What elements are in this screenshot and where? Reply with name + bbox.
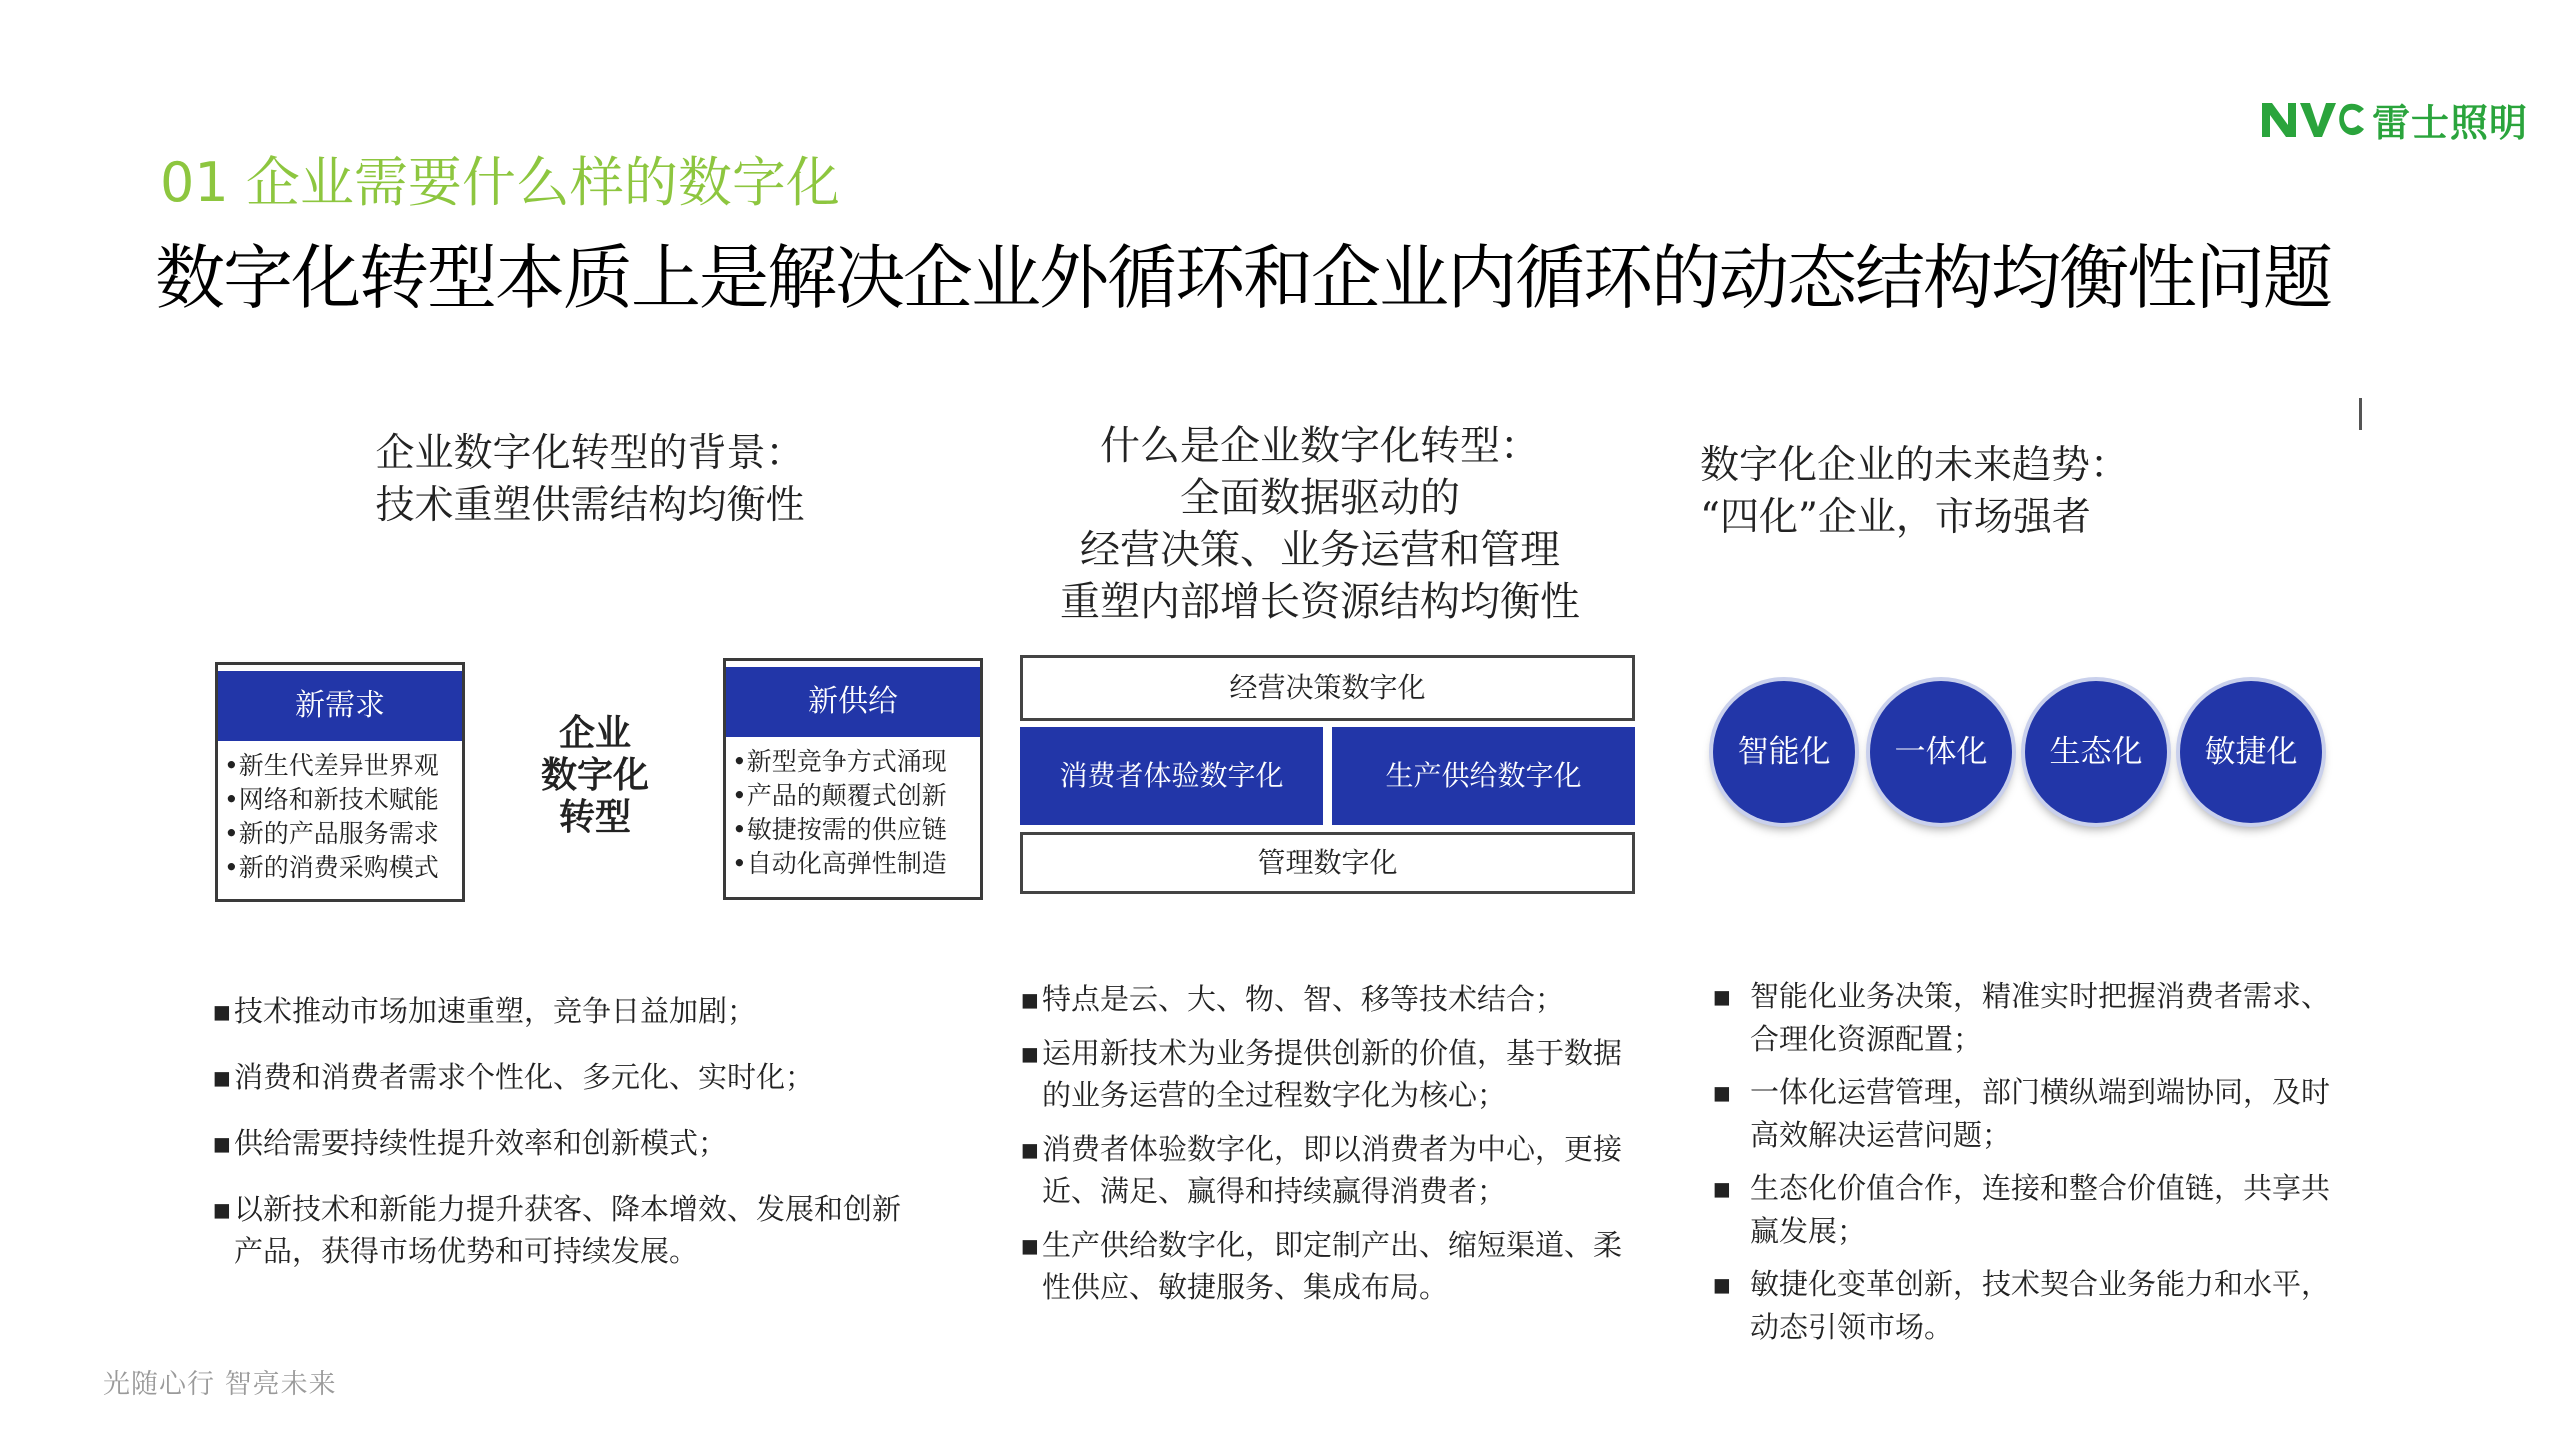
new-demand-title: 新需求 [218, 671, 462, 741]
bullet-item: ▪ 消费和消费者需求个性化、多元化、实时化； [212, 1056, 912, 1098]
nvc-logo-icon [2260, 99, 2366, 139]
list-item: •新的产品服务需求 [224, 819, 439, 848]
transformation-label [520, 712, 670, 838]
bullet-item: ▪ 特点是云、大、物、智、移等技术结合； [1020, 978, 1650, 1020]
bullet-item: ▪ 敏捷化变革创新，技术契合业务能力和水平，动态引领市场。 [1712, 1263, 2352, 1349]
column-2-heading-line: 经营决策、业务运营和管理 [1080, 527, 1560, 573]
bullet-item: ▪ 生产供给数字化，即定制产出、缩短渠道、柔性供应、敏捷服务、集成布局。 [1020, 1224, 1650, 1308]
list-item: •自动化高弹性制造 [732, 849, 947, 878]
column-1-bullets [212, 990, 912, 1296]
agile-circle: 敏捷化 [2180, 681, 2322, 823]
column-2-heading-line: 全面数据驱动的 [1180, 475, 1460, 521]
bullet-item: ▪ 生态化价值合作，连接和整合价值链，共享共赢发展； [1712, 1167, 2352, 1253]
consumer-experience-box: 消费者体验数字化 [1020, 727, 1323, 825]
column-3-heading-line: 数字化企业的未来趋势： [1700, 443, 2130, 488]
page-title: 数字化转型本质上是解决企业外循环和企业内循环的动态结构均衡性问题 [155, 237, 2331, 319]
logo-text: 雷士照明 [2372, 100, 2529, 145]
bullet-item: ▪ 消费者体验数字化，即以消费者为中心，更接近、满足、赢得和持续赢得消费者； [1020, 1128, 1650, 1212]
column-2-heading [1000, 420, 1640, 628]
decision-digitization-box: 经营决策数字化 [1020, 655, 1635, 721]
intelligent-circle: 智能化 [1713, 681, 1855, 823]
list-item: •新的消费采购模式 [224, 853, 439, 882]
column-3-bullets [1712, 975, 2352, 1359]
column-2-heading-line: 重塑内部增长资源结构均衡性 [1060, 579, 1580, 625]
list-item: •敏捷按需的供应链 [732, 815, 947, 844]
list-item: •新生代差异世界观 [224, 751, 439, 780]
column-1-heading-line: 企业数字化转型的背景： [375, 431, 805, 476]
ecosystem-circle: 生态化 [2025, 681, 2167, 823]
edge-mark [2359, 398, 2362, 430]
footer-tagline: 光随心行 智亮未来 [103, 1369, 337, 1400]
transformation-label-line: 数字化 [540, 754, 649, 796]
column-2-heading-line: 什么是企业数字化转型： [1100, 423, 1540, 469]
section-label: 01 企业需要什么样的数字化 [160, 151, 840, 214]
transformation-label-line: 企业 [558, 712, 631, 754]
list-item: •产品的颠覆式创新 [732, 781, 947, 810]
column-3-heading-line: “四化”企业，市场强者 [1700, 495, 2091, 540]
list-item: •新型竞争方式涌现 [732, 747, 947, 776]
new-supply-box [723, 658, 983, 900]
column-1-heading [280, 428, 900, 532]
brand-logo [2260, 96, 2529, 145]
column-3-heading [1700, 440, 2320, 544]
new-supply-title: 新供给 [726, 667, 980, 737]
integrated-circle: 一体化 [1870, 681, 2012, 823]
column-2-bullets [1020, 978, 1650, 1320]
management-digitization-box: 管理数字化 [1020, 832, 1635, 894]
bullet-item: ▪ 技术推动市场加速重塑，竞争日益加剧； [212, 990, 912, 1032]
bullet-item: ▪ 一体化运营管理，部门横纵端到端协同，及时高效解决运营问题； [1712, 1071, 2352, 1157]
list-item: •网络和新技术赋能 [224, 785, 439, 814]
bullet-item: ▪ 供给需要持续性提升效率和创新模式； [212, 1122, 912, 1164]
bullet-item: ▪ 智能化业务决策，精准实时把握消费者需求、合理化资源配置； [1712, 975, 2352, 1061]
new-demand-box [215, 662, 465, 902]
bullet-item: ▪ 以新技术和新能力提升获客、降本增效、发展和创新产品，获得市场优势和可持续发展。 [212, 1188, 912, 1272]
column-1-heading-line: 技术重塑供需结构均衡性 [375, 483, 805, 528]
bullet-item: ▪ 运用新技术为业务提供创新的价值，基于数据的业务运营的全过程数字化为核心； [1020, 1032, 1650, 1116]
production-supply-box: 生产供给数字化 [1332, 727, 1635, 825]
transformation-label-line: 转型 [558, 796, 631, 838]
